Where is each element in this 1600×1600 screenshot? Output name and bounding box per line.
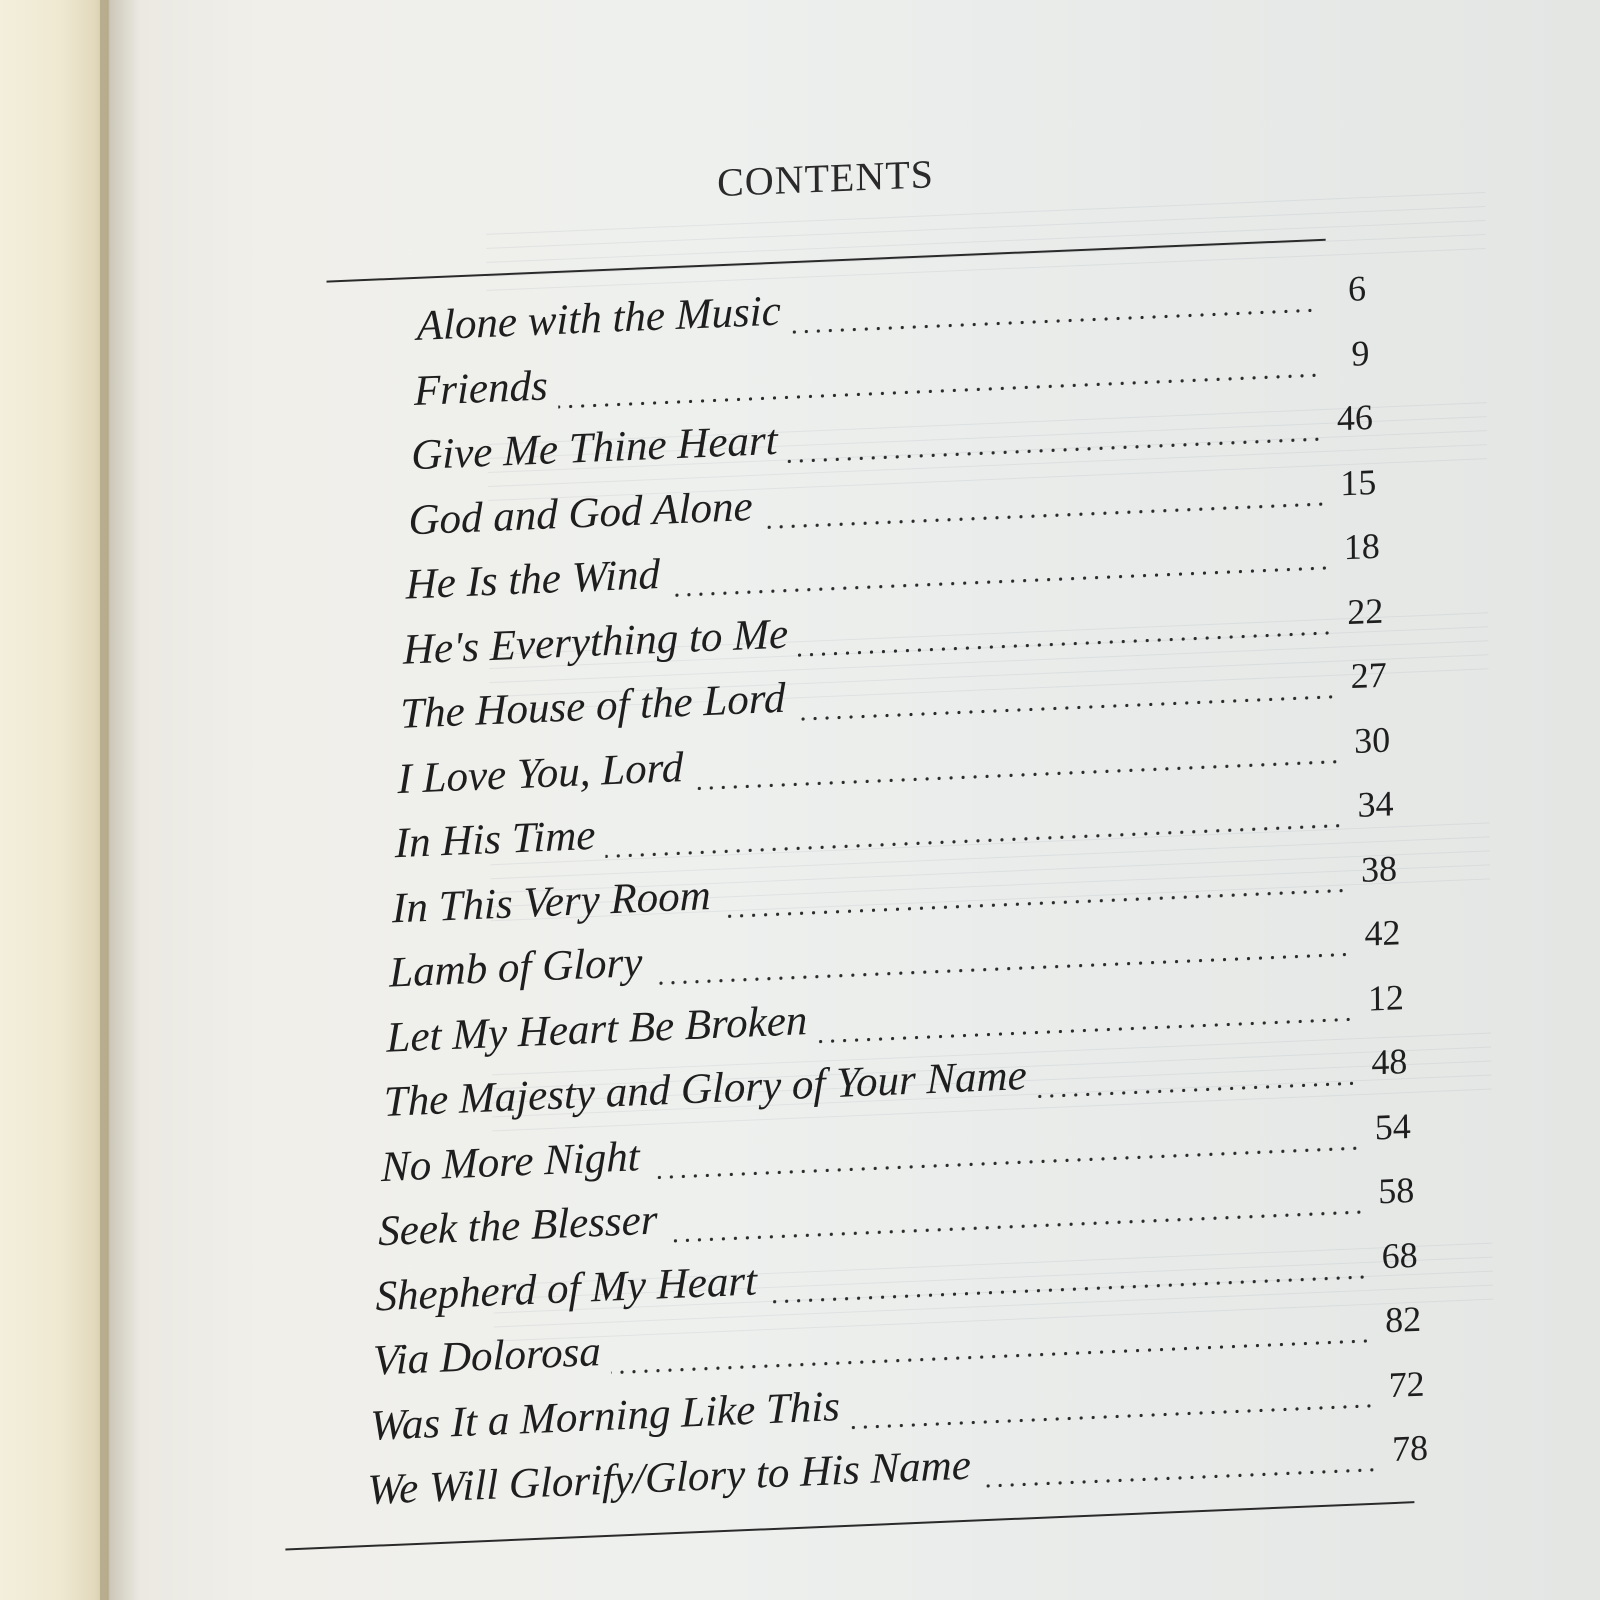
toc-entry-title: He's Everything to Me	[402, 610, 789, 674]
toc-dot-leader	[817, 1017, 1354, 1043]
toc-entry-title: Let My Heart Be Broken	[386, 996, 808, 1062]
toc-entry-page-number: 15	[1340, 461, 1377, 503]
toc-entry-title: In His Time	[394, 811, 596, 868]
toc-dot-leader	[981, 1468, 1378, 1489]
toc-dot-leader	[798, 630, 1333, 656]
toc-entry-page-number: 22	[1347, 590, 1384, 632]
toc-entry-page-number: 58	[1378, 1169, 1415, 1212]
toc-entry-page-number: 48	[1371, 1041, 1408, 1083]
contents-page	[125, 40, 1534, 1600]
toc-dot-leader	[796, 695, 1337, 722]
toc-entry-title: Shepherd of My Heart	[375, 1256, 758, 1320]
toc-entry-page-number: 9	[1351, 332, 1370, 374]
toc-entry-page-number: 42	[1364, 912, 1401, 954]
toc-entry-page-number: 6	[1347, 268, 1367, 309]
toc-entry-title: Give Me Thine Heart	[411, 416, 778, 480]
toc-entry-title: Seek the Blesser	[378, 1196, 658, 1256]
toc-entry-title: He Is the Wind	[405, 550, 661, 609]
toc-entry-title: The Majesty and Glory of Your Name	[383, 1051, 1027, 1126]
toc-entry-page-number: 72	[1388, 1363, 1425, 1405]
toc-entry-page-number: 18	[1343, 525, 1380, 568]
toc-dot-leader	[791, 308, 1316, 334]
toc-entry-page-number: 12	[1367, 976, 1405, 1019]
toc-dot-leader	[788, 437, 1323, 463]
adjacent-page-edge	[0, 0, 110, 1600]
toc-entry-page-number: 78	[1391, 1427, 1429, 1470]
table-of-contents	[125, 40, 1534, 1600]
toc-entry-title: God and God Alone	[408, 482, 753, 544]
toc-entry-title: In This Very Room	[391, 871, 711, 932]
toc-entry-title: Via Dolorosa	[372, 1328, 601, 1385]
toc-entry-title: No More Night	[380, 1132, 640, 1191]
toc-entry-page-number: 34	[1357, 783, 1394, 825]
toc-dot-leader	[1037, 1081, 1358, 1098]
toc-entry-title: I Love You, Lord	[397, 743, 684, 803]
toc-entry-title: Alone with the Music	[416, 287, 781, 350]
toc-entry-page-number: 54	[1374, 1105, 1411, 1147]
toc-entry-page-number: 46	[1336, 396, 1373, 439]
toc-dot-leader	[850, 1403, 1375, 1429]
toc-entry-page-number: 27	[1350, 654, 1387, 697]
toc-entry-page-number: 82	[1385, 1298, 1422, 1341]
toc-entry-title: We Will Glorify/Glory to His Name	[367, 1441, 971, 1514]
page-title: CONTENTS	[717, 151, 935, 206]
toc-entry-page-number: 68	[1381, 1234, 1418, 1276]
toc-entry-title: Lamb of Glory	[389, 938, 643, 997]
toc-entry-title: The House of the Lord	[400, 674, 786, 738]
toc-entry-title: Was It a Morning Like This	[369, 1382, 841, 1450]
toc-entry-title: Friends	[413, 361, 548, 415]
toc-entry-page-number: 30	[1353, 718, 1391, 761]
toc-entry-page-number: 38	[1360, 847, 1398, 890]
